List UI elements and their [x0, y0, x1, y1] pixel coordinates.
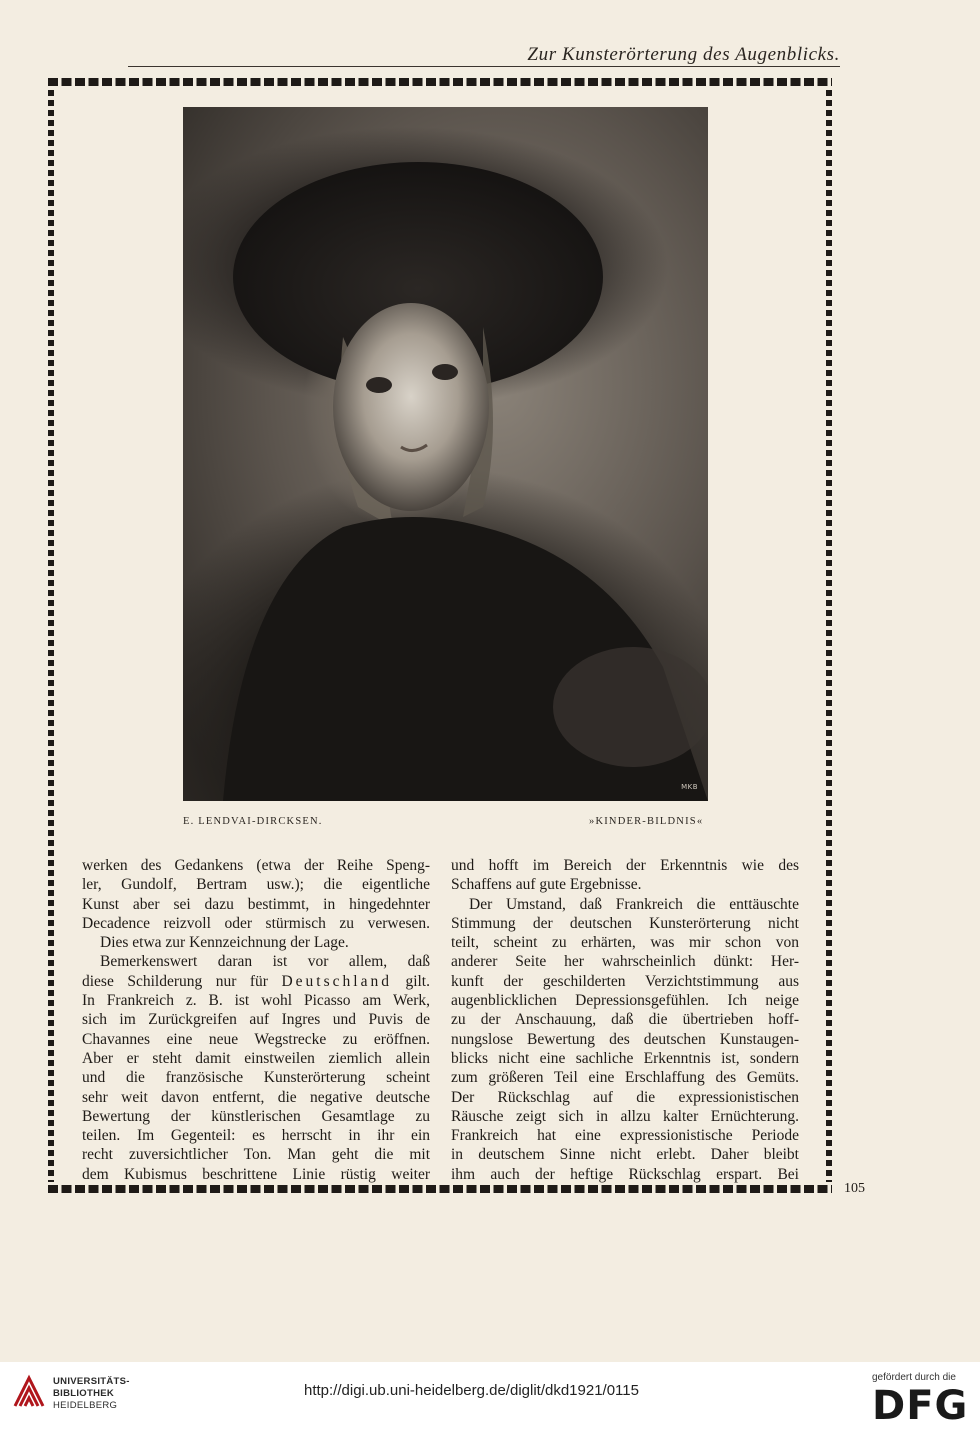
- frame-left-border: [48, 90, 54, 1182]
- caption-author: E. LENDVAI-DIRCKSEN.: [183, 816, 323, 827]
- funding-label: gefördert durch die: [872, 1372, 956, 1383]
- emphasized-word: Deutschland: [281, 972, 392, 990]
- text-line: dem Kubismus beschrittene Linie rüstig weiter: [82, 1165, 430, 1183]
- text-line: und hofft im Bereich der Erkenntnis wie des: [451, 857, 799, 874]
- university-library-name: [53, 1376, 130, 1412]
- text-line: werken des Gedankens (etwa der Reihe Speng-: [82, 857, 430, 874]
- text-line: ihm auch der heftige Rückschlag erspart. Bei: [451, 1165, 799, 1183]
- library-line-1: UNIVERSITÄTS-: [53, 1376, 130, 1387]
- text-line: Decadence reizvoll oder stürmisch zu verwesen.: [82, 914, 430, 932]
- running-head: Zur Kunsterörterung des Augenblicks.: [527, 44, 840, 65]
- library-line-3: HEIDELBERG: [53, 1400, 118, 1411]
- text-line: nungslose Bewertung des deutschen Kunstaugen-: [451, 1030, 799, 1048]
- text-line: In Frankreich z. B. ist wohl Picasso am Werk,: [82, 992, 430, 1010]
- text-line: zu der Anschauung, daß die übertrieben hoff-: [451, 1011, 799, 1029]
- library-line-2: BIBLIOTHEK: [53, 1388, 115, 1399]
- text-line: ler, Gundolf, Bertram usw.); die eigentliche: [82, 876, 430, 894]
- text-line: kunft der geschilderten Verzichtstimmung aus: [451, 972, 799, 990]
- text-line: recht zuversichtlicher Ton. Man geht die mit: [82, 1146, 430, 1164]
- text-line: Chavannes eine neue Wegstrecke zu eröffnen.: [82, 1030, 430, 1048]
- university-library-logo-icon: [11, 1374, 47, 1410]
- frame-top-border: [48, 78, 832, 86]
- dfg-logo: DFG: [872, 1383, 969, 1429]
- text-line: in deutschem Sinne nicht erlebt. Daher bleibt: [451, 1146, 799, 1164]
- frame-bottom-border: [48, 1185, 832, 1193]
- text-line: Der Umstand, daß Frankreich die enttäuschte: [469, 895, 799, 913]
- text-line: [82, 972, 430, 991]
- text-fragment: diese Schilderung nur für: [82, 972, 282, 990]
- text-line: anderer Seite her wahrscheinlich dünkt: Her-: [451, 953, 799, 971]
- text-line: Der Rückschlag auf die expressionistischen: [451, 1088, 799, 1106]
- caption-title: »KINDER-BILDNIS«: [589, 816, 704, 827]
- text-line: Räusche zeigt sich in allzu kalter Ernüchterung.: [451, 1107, 799, 1125]
- text-column-left: [82, 856, 430, 1184]
- text-line: Stimmung der deutschen Kunsterörterung nicht: [451, 914, 799, 932]
- child-portrait-photo: [183, 107, 708, 801]
- text-line: Frankreich hat eine expressionistische Periode: [451, 1127, 799, 1145]
- photo-mark: MKB: [681, 783, 698, 791]
- text-line: sich im Zurückgreifen auf Ingres und Puvis de: [82, 1011, 430, 1029]
- header-rule: [128, 66, 840, 67]
- text-line: blicks nicht eine sachliche Erkenntnis ist, sondern: [451, 1049, 799, 1067]
- text-line: Bewertung der künstlerischen Gesamtlage zu: [82, 1107, 430, 1125]
- text-line: augenblicklichen Depressionsgefühlen. Ich neige: [451, 992, 799, 1010]
- text-column-right: [451, 856, 799, 1184]
- text-line: Kunst aber sei dazu bestimmt, in hingedehnter: [82, 895, 430, 913]
- frame-right-border: [826, 90, 832, 1182]
- text-line: teilen. Im Gegenteil: es herrscht in ihr ein: [82, 1127, 430, 1145]
- portrait-illustration: [183, 107, 708, 801]
- text-line: sehr weit davon entfernt, die negative deutsche: [82, 1088, 430, 1106]
- permalink-url[interactable]: http://digi.ub.uni-heidelberg.de/diglit/dkd1921/0115: [304, 1382, 639, 1399]
- digitization-footer: [0, 1362, 980, 1435]
- text-line: Bemerkenswert daran ist vor allem, daß: [100, 953, 430, 971]
- page-number: 105: [844, 1181, 865, 1196]
- text-line: zum größeren Teil eine Erschlaffung des Gemüts.: [451, 1069, 799, 1087]
- text-line: teilt, scheint zu erhärten, was mir schon von: [451, 934, 799, 952]
- text-line: Dies etwa zur Kennzeichnung der Lage.: [100, 934, 349, 952]
- text-line: und die französische Kunsterörterung scheint: [82, 1069, 430, 1087]
- text-line: Aber er steht damit einstweilen ziemlich allein: [82, 1049, 430, 1067]
- text-fragment: gilt.: [391, 972, 430, 990]
- text-line: Schaffens auf gute Ergebnisse.: [451, 876, 642, 894]
